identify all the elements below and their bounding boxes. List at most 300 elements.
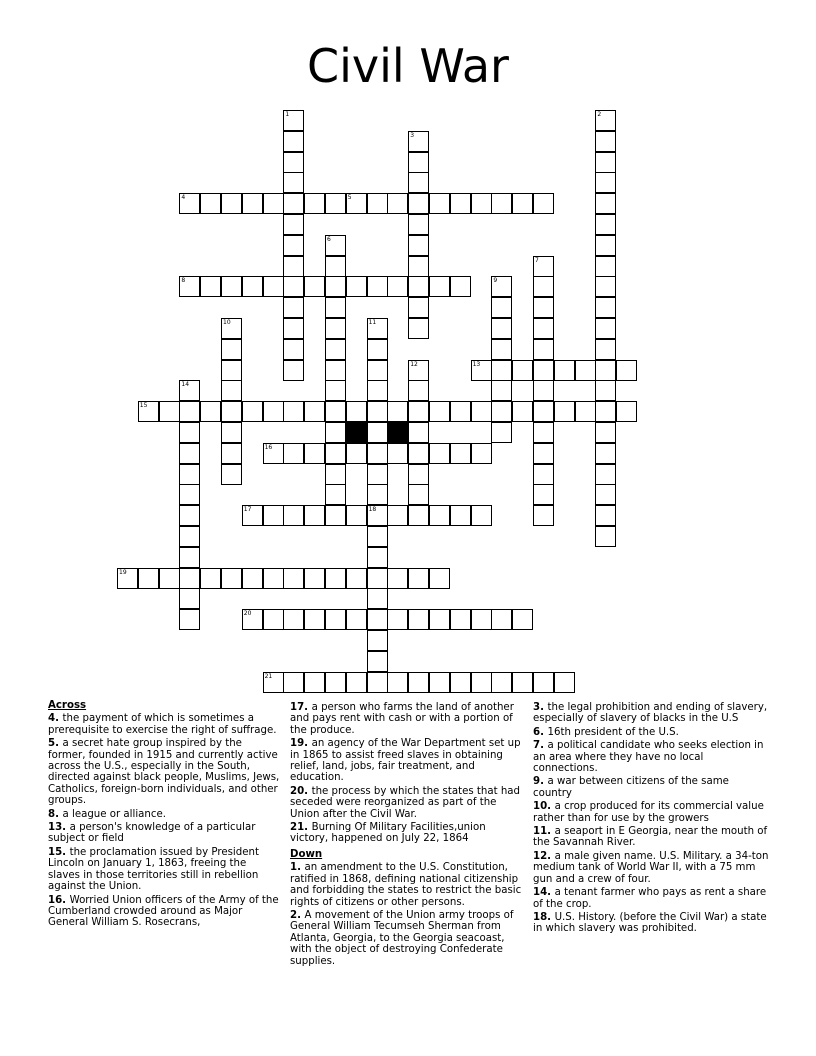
grid-cell[interactable] — [367, 401, 388, 422]
clue-text: a secret hate group inspired by the former, founded in 1915 and currently active across the U.S., especially in the South, directed against black people, Muslims, Jews, Catholics, foreign-born individuals, and other groups. — [48, 738, 280, 807]
clue-number: 5 — [347, 194, 352, 202]
black-square — [387, 422, 408, 443]
grid-cell[interactable] — [179, 380, 200, 401]
clue-item — [290, 910, 522, 967]
grid-cell[interactable] — [242, 505, 263, 526]
grid-cell[interactable] — [491, 297, 512, 318]
clue-number: 11 — [368, 319, 377, 326]
grid-cell[interactable] — [283, 609, 304, 630]
grid-cell[interactable] — [325, 235, 346, 256]
clue-text: a political candidate who seeks election in an area where they have no local connections. — [533, 740, 764, 775]
grid-cell[interactable] — [595, 339, 616, 360]
grid-cell[interactable] — [325, 422, 346, 443]
clue-label: 7. — [533, 740, 548, 752]
grid-cell[interactable] — [429, 672, 450, 693]
grid-cell[interactable] — [533, 505, 554, 526]
grid-cell[interactable] — [325, 672, 346, 693]
grid-cell[interactable] — [408, 443, 429, 464]
across-clue-list — [48, 713, 280, 928]
grid-cell[interactable] — [491, 193, 512, 214]
grid-cell[interactable] — [367, 568, 388, 589]
grid-cell[interactable] — [242, 568, 263, 589]
grid-cell[interactable] — [367, 588, 388, 609]
grid-cell[interactable] — [408, 193, 429, 214]
grid-cell[interactable] — [304, 193, 325, 214]
grid-cell[interactable] — [491, 360, 512, 381]
grid-cell[interactable] — [346, 193, 367, 214]
grid-cell[interactable] — [325, 276, 346, 297]
grid-cell[interactable] — [283, 172, 304, 193]
across-clue-list-continued — [290, 702, 522, 845]
grid-cell[interactable] — [408, 172, 429, 193]
grid-cell[interactable] — [471, 443, 492, 464]
grid-cell[interactable] — [408, 505, 429, 526]
grid-cell[interactable] — [325, 360, 346, 381]
clue-label: 16. — [48, 894, 70, 906]
grid-cell[interactable] — [325, 339, 346, 360]
grid-cell[interactable] — [367, 380, 388, 401]
grid-cell[interactable] — [367, 276, 388, 297]
grid-cell[interactable] — [304, 609, 325, 630]
clue-number: 12 — [410, 360, 418, 368]
grid-cell[interactable] — [242, 609, 263, 630]
clue-label: 8. — [48, 808, 63, 820]
grid-cell[interactable] — [283, 214, 304, 235]
clue-text: U.S. History. (before the Civil War) a state in which slavery was prohibited. — [533, 911, 767, 935]
grid-cell[interactable] — [263, 401, 284, 422]
grid-cell[interactable] — [533, 464, 554, 485]
grid-cell[interactable] — [387, 505, 408, 526]
down-clue-list-continued — [533, 702, 769, 935]
clue-label: 3. — [533, 702, 548, 713]
grid-cell[interactable] — [325, 505, 346, 526]
clue-number: 17 — [243, 506, 252, 514]
clue-item — [48, 809, 280, 820]
grid-cell[interactable] — [138, 401, 159, 422]
clue-label: 11. — [533, 826, 555, 838]
grid-cell[interactable] — [450, 443, 471, 464]
grid-cell[interactable] — [367, 339, 388, 360]
clue-label: 17. — [290, 702, 312, 713]
clue-item — [533, 912, 769, 935]
grid-cell[interactable] — [491, 401, 512, 422]
grid-cell[interactable] — [595, 276, 616, 297]
grid-cell[interactable] — [346, 609, 367, 630]
clue-text: an agency of the War Department set up in 1865 to assist freed slaves in obtaining relief, land, jobs, fair treatment, and education. — [290, 738, 521, 784]
grid-cell[interactable] — [408, 152, 429, 173]
grid-cell[interactable] — [367, 484, 388, 505]
grid-cell[interactable] — [408, 214, 429, 235]
grid-cell[interactable] — [346, 672, 367, 693]
grid-cell[interactable] — [408, 401, 429, 422]
grid-cell[interactable] — [595, 193, 616, 214]
grid-cell[interactable] — [325, 256, 346, 277]
clue-label: 20. — [290, 785, 312, 797]
grid-cell[interactable] — [367, 464, 388, 485]
grid-cell[interactable] — [408, 609, 429, 630]
grid-cell[interactable] — [533, 256, 554, 277]
grid-cell[interactable] — [616, 401, 637, 422]
grid-cell[interactable] — [179, 505, 200, 526]
grid-cell[interactable] — [179, 401, 200, 422]
grid-cell[interactable] — [346, 401, 367, 422]
grid-cell[interactable] — [304, 568, 325, 589]
grid-cell[interactable] — [200, 276, 221, 297]
grid-cell[interactable] — [387, 672, 408, 693]
grid-cell[interactable] — [304, 672, 325, 693]
grid-cell[interactable] — [471, 360, 492, 381]
grid-cell[interactable] — [491, 276, 512, 297]
grid-cell[interactable] — [491, 422, 512, 443]
grid-cell[interactable] — [408, 568, 429, 589]
grid-cell[interactable] — [346, 505, 367, 526]
grid-cell[interactable] — [263, 443, 284, 464]
grid-cell[interactable] — [533, 484, 554, 505]
grid-cell[interactable] — [408, 484, 429, 505]
grid-cell[interactable] — [429, 505, 450, 526]
grid-cell[interactable] — [616, 360, 637, 381]
grid-cell[interactable] — [387, 609, 408, 630]
clue-item — [290, 738, 522, 784]
grid-cell[interactable] — [367, 672, 388, 693]
grid-cell[interactable] — [533, 422, 554, 443]
grid-cell[interactable] — [325, 193, 346, 214]
grid-cell[interactable] — [595, 131, 616, 152]
grid-cell[interactable] — [200, 401, 221, 422]
grid-cell[interactable] — [283, 401, 304, 422]
black-square — [346, 422, 367, 443]
grid-cell[interactable] — [325, 484, 346, 505]
grid-cell[interactable] — [263, 276, 284, 297]
clue-number: 10 — [223, 319, 231, 326]
grid-cell[interactable] — [533, 380, 554, 401]
clue-item — [533, 851, 769, 885]
clue-text: a war between citizens of the same country — [533, 776, 729, 799]
grid-cell[interactable] — [179, 547, 200, 568]
grid-cell[interactable] — [367, 630, 388, 651]
grid-cell[interactable] — [179, 588, 200, 609]
grid-cell[interactable] — [429, 276, 450, 297]
grid-cell[interactable] — [283, 505, 304, 526]
grid-cell[interactable] — [179, 193, 200, 214]
grid-cell[interactable] — [471, 505, 492, 526]
clue-text: an amendment to the U.S. Constitution, ratified in 1868, defining national citizenship and forbidding the states to restrict the basic rights of citizens or other persons. — [290, 862, 522, 908]
clue-text: the legal prohibition and ending of slavery, especially of slavery of blacks in the U.S — [533, 702, 768, 725]
clue-number: 19 — [119, 568, 127, 576]
grid-cell[interactable] — [512, 360, 533, 381]
clue-text: a tenant farmer who pays as rent a share of the crop. — [533, 887, 767, 910]
grid-cell[interactable] — [554, 360, 575, 381]
clue-text: a person who farms the land of another and pays rent with cash or with a portion of the produce. — [290, 702, 514, 736]
grid-cell[interactable] — [283, 443, 304, 464]
grid-cell[interactable] — [491, 339, 512, 360]
down-clue-list — [290, 862, 522, 967]
grid-cell[interactable] — [283, 152, 304, 173]
grid-cell[interactable] — [242, 276, 263, 297]
grid-cell[interactable] — [179, 276, 200, 297]
grid-cell[interactable] — [471, 193, 492, 214]
grid-cell[interactable] — [221, 360, 242, 381]
grid-cell[interactable] — [367, 422, 388, 443]
grid-cell[interactable] — [408, 360, 429, 381]
grid-cell[interactable] — [533, 672, 554, 693]
clue-number: 1 — [285, 111, 290, 118]
grid-cell[interactable] — [595, 422, 616, 443]
grid-cell[interactable] — [367, 526, 388, 547]
grid-cell[interactable] — [367, 443, 388, 464]
grid-cell[interactable] — [429, 609, 450, 630]
grid-cell[interactable] — [450, 505, 471, 526]
clue-item — [533, 826, 769, 849]
grid-cell[interactable] — [346, 276, 367, 297]
clue-label: 19. — [290, 738, 312, 750]
grid-cell[interactable] — [179, 422, 200, 443]
grid-cell[interactable] — [575, 360, 596, 381]
clues-column-2 — [290, 700, 522, 967]
grid-cell[interactable] — [595, 235, 616, 256]
grid-cell[interactable] — [283, 568, 304, 589]
clue-text: A movement of the Union army troops of General William Tecumseh Sherman from Atlanta, Georgia, to the Georgia seacoast, with the object of destroying Confederate supplies. — [290, 909, 514, 967]
grid-cell[interactable] — [595, 526, 616, 547]
grid-cell[interactable] — [179, 609, 200, 630]
grid-cell[interactable] — [408, 318, 429, 339]
grid-cell[interactable] — [595, 256, 616, 277]
grid-cell[interactable] — [242, 193, 263, 214]
grid-cell[interactable] — [283, 256, 304, 277]
grid-cell[interactable] — [595, 172, 616, 193]
clue-item — [533, 727, 769, 738]
clue-item — [290, 862, 522, 908]
grid-cell[interactable] — [325, 568, 346, 589]
grid-cell[interactable] — [408, 256, 429, 277]
clue-label: 5. — [48, 738, 63, 750]
clue-text: Burning Of Military Facilities,union victory, happened on July 22, 1864 — [290, 822, 486, 845]
grid-cell[interactable] — [283, 193, 304, 214]
grid-cell[interactable] — [450, 672, 471, 693]
grid-cell[interactable] — [263, 672, 284, 693]
grid-cell[interactable] — [200, 193, 221, 214]
grid-cell[interactable] — [533, 276, 554, 297]
clues-column-3 — [533, 700, 769, 935]
grid-cell[interactable] — [159, 568, 180, 589]
grid-cell[interactable] — [221, 401, 242, 422]
clue-text: a male given name. U.S. Military. a 34-ton medium tank of World War II, with a 75 mm gun and a crew of four. — [533, 850, 769, 885]
clue-item — [533, 776, 769, 799]
grid-cell[interactable] — [533, 339, 554, 360]
clue-number: 9 — [493, 277, 498, 285]
clue-number: 18 — [368, 506, 377, 514]
grid-cell[interactable] — [408, 297, 429, 318]
clue-item — [290, 786, 522, 820]
clue-label: 12. — [533, 850, 555, 862]
grid-cell[interactable] — [263, 609, 284, 630]
grid-cell[interactable] — [283, 110, 304, 131]
grid-cell[interactable] — [595, 401, 616, 422]
grid-cell[interactable] — [221, 443, 242, 464]
grid-cell[interactable] — [283, 318, 304, 339]
grid-cell[interactable] — [221, 380, 242, 401]
clue-text: the payment of which is sometimes a prerequisite to exercise the right of suffrage. — [48, 713, 277, 736]
grid-cell[interactable] — [367, 193, 388, 214]
grid-cell[interactable] — [242, 401, 263, 422]
grid-cell[interactable] — [387, 193, 408, 214]
grid-cell[interactable] — [554, 672, 575, 693]
grid-cell[interactable] — [283, 672, 304, 693]
grid-cell[interactable] — [491, 609, 512, 630]
grid-cell[interactable] — [408, 131, 429, 152]
grid-cell[interactable] — [408, 422, 429, 443]
grid-cell[interactable] — [387, 276, 408, 297]
grid-cell[interactable] — [387, 401, 408, 422]
grid-cell[interactable] — [471, 609, 492, 630]
clue-label: 6. — [533, 726, 548, 738]
grid-cell[interactable] — [283, 297, 304, 318]
grid-cell[interactable] — [221, 464, 242, 485]
grid-cell[interactable] — [346, 443, 367, 464]
clue-item — [533, 702, 769, 725]
clue-item — [48, 738, 280, 806]
grid-cell[interactable] — [595, 360, 616, 381]
grid-cell[interactable] — [179, 443, 200, 464]
grid-cell[interactable] — [533, 443, 554, 464]
grid-cell[interactable] — [595, 443, 616, 464]
grid-cell[interactable] — [283, 276, 304, 297]
grid-cell[interactable] — [512, 401, 533, 422]
grid-cell[interactable] — [221, 276, 242, 297]
grid-cell[interactable] — [325, 609, 346, 630]
clue-item — [48, 822, 280, 845]
grid-cell[interactable] — [533, 193, 554, 214]
clue-text: a seaport in E Georgia, near the mouth of the Savannah River. — [533, 826, 768, 849]
grid-cell[interactable] — [533, 360, 554, 381]
grid-cell[interactable] — [408, 672, 429, 693]
clue-text: Worried Union officers of the Army of the Cumberland crowded around as Major General William S. Rosecrans, — [48, 894, 279, 929]
grid-cell[interactable] — [595, 297, 616, 318]
grid-cell[interactable] — [595, 464, 616, 485]
clue-label: 14. — [533, 887, 555, 899]
grid-cell[interactable] — [450, 401, 471, 422]
grid-cell[interactable] — [595, 152, 616, 173]
grid-cell[interactable] — [325, 443, 346, 464]
grid-cell[interactable] — [200, 568, 221, 589]
grid-cell[interactable] — [346, 568, 367, 589]
grid-cell[interactable] — [491, 672, 512, 693]
clue-label: 21. — [290, 822, 312, 834]
grid-cell[interactable] — [429, 443, 450, 464]
grid-cell[interactable] — [450, 609, 471, 630]
grid-cell[interactable] — [408, 380, 429, 401]
grid-cell[interactable] — [117, 568, 138, 589]
grid-cell[interactable] — [367, 651, 388, 672]
down-heading: Down — [290, 848, 323, 860]
grid-cell[interactable] — [304, 505, 325, 526]
grid-cell[interactable] — [491, 318, 512, 339]
grid-cell[interactable] — [221, 568, 242, 589]
grid-cell[interactable] — [325, 464, 346, 485]
grid-cell[interactable] — [595, 110, 616, 131]
grid-cell[interactable] — [221, 422, 242, 443]
grid-cell[interactable] — [325, 380, 346, 401]
grid-cell[interactable] — [408, 464, 429, 485]
grid-cell[interactable] — [471, 401, 492, 422]
grid-cell[interactable] — [325, 297, 346, 318]
grid-cell[interactable] — [179, 464, 200, 485]
grid-cell[interactable] — [159, 401, 180, 422]
grid-cell[interactable] — [367, 318, 388, 339]
clues-column-1 — [48, 700, 280, 929]
grid-cell[interactable] — [367, 360, 388, 381]
across-heading: Across — [48, 700, 87, 711]
grid-cell[interactable] — [512, 193, 533, 214]
grid-cell[interactable] — [221, 193, 242, 214]
grid-cell[interactable] — [263, 505, 284, 526]
grid-cell[interactable] — [575, 401, 596, 422]
grid-cell[interactable] — [367, 505, 388, 526]
grid-cell[interactable] — [595, 318, 616, 339]
grid-cell[interactable] — [283, 360, 304, 381]
clue-item — [290, 702, 522, 736]
grid-cell[interactable] — [304, 276, 325, 297]
grid-cell[interactable] — [179, 526, 200, 547]
grid-cell[interactable] — [491, 380, 512, 401]
grid-cell[interactable] — [533, 318, 554, 339]
grid-cell[interactable] — [595, 484, 616, 505]
grid-cell[interactable] — [325, 318, 346, 339]
grid-cell[interactable] — [387, 443, 408, 464]
grid-cell[interactable] — [179, 568, 200, 589]
clue-label: 10. — [533, 801, 555, 813]
clue-text: a crop produced for its commercial value rather than for use by the growers — [533, 801, 764, 824]
grid-cell[interactable] — [595, 505, 616, 526]
grid-cell[interactable] — [283, 235, 304, 256]
grid-cell[interactable] — [221, 339, 242, 360]
grid-cell[interactable] — [471, 672, 492, 693]
grid-cell[interactable] — [512, 672, 533, 693]
grid-cell[interactable] — [450, 276, 471, 297]
grid-cell[interactable] — [554, 401, 575, 422]
grid-cell[interactable] — [429, 193, 450, 214]
grid-cell[interactable] — [263, 568, 284, 589]
clue-number: 16 — [264, 443, 273, 451]
grid-cell[interactable] — [304, 443, 325, 464]
grid-cell[interactable] — [450, 193, 471, 214]
grid-cell[interactable] — [367, 547, 388, 568]
grid-cell[interactable] — [367, 609, 388, 630]
grid-cell[interactable] — [221, 318, 242, 339]
grid-cell[interactable] — [283, 131, 304, 152]
grid-cell[interactable] — [512, 609, 533, 630]
grid-cell[interactable] — [304, 401, 325, 422]
grid-cell[interactable] — [263, 193, 284, 214]
grid-cell[interactable] — [595, 214, 616, 235]
grid-cell[interactable] — [387, 568, 408, 589]
clue-label: 13. — [48, 822, 70, 834]
grid-cell[interactable] — [325, 401, 346, 422]
clue-label: 9. — [533, 776, 548, 788]
grid-cell[interactable] — [595, 380, 616, 401]
clue-label: 15. — [48, 846, 70, 858]
grid-cell[interactable] — [408, 235, 429, 256]
clue-number: 2 — [597, 111, 602, 118]
grid-cell[interactable] — [429, 401, 450, 422]
grid-cell[interactable] — [179, 484, 200, 505]
grid-cell[interactable] — [533, 297, 554, 318]
grid-cell[interactable] — [429, 568, 450, 589]
grid-cell[interactable] — [283, 339, 304, 360]
grid-cell[interactable] — [533, 401, 554, 422]
grid-cell[interactable] — [408, 276, 429, 297]
grid-cell[interactable] — [138, 568, 159, 589]
